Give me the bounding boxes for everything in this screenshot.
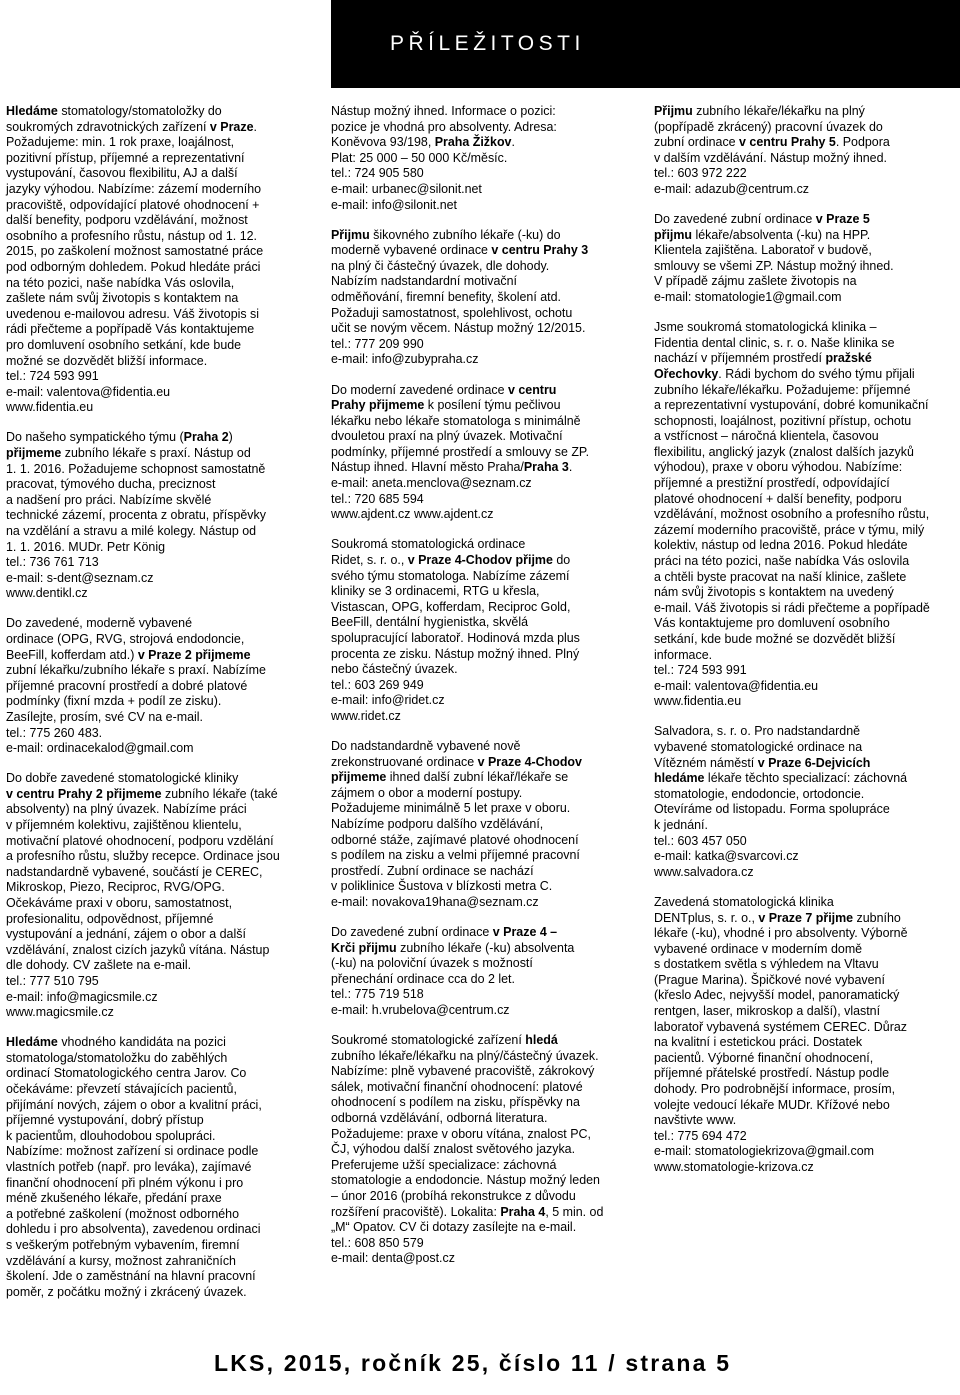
ad-text: Nabízíme: plně vybavené pracoviště, zákrokový (331, 1064, 595, 1079)
advertisement (654, 212, 952, 306)
ad-text: pozice je vhodná pro absolventy. Adresa: (331, 119, 557, 134)
advertisement (654, 104, 952, 198)
ad-text: Zasílejte, prosím, své CV na e-mail. (6, 709, 203, 724)
ad-text: Soukromá stomatologická ordinace (331, 537, 526, 552)
ad-text: na této pozici, naše nabídka Vás oslovila, (6, 275, 235, 290)
ad-text: pod odborným dohledem. Pokud hledáte práci (6, 259, 261, 274)
ad-text: rozšíření pracoviště). Lokalita: (331, 1204, 501, 1219)
ad-text: BeeFill, dentální hygienistka, skvělá (331, 615, 529, 630)
ad-text: kliniky se 3 ordinacemi, RTG u křesla, (331, 584, 540, 599)
ad-text: v dalším vzdělávání. Nástup možný ihned. (654, 150, 887, 165)
ad-text: stomatologie, endodoncie, ortodoncie. (654, 786, 865, 801)
ad-text: . Podpora (835, 135, 890, 150)
ad-text: s veškerým potřebným vybavením, firemní (6, 1237, 240, 1252)
ad-text: (Prague Marina). Špičkové nové vybavení (654, 972, 885, 987)
ad-highlight-text: Přijmu (654, 104, 693, 118)
ad-text: platové ohodnocení + další benefity, podporu (654, 491, 902, 506)
ad-text: „M“ Opatov. CV či dotazy zasílejte na e-mail. (331, 1220, 577, 1235)
ad-text: volejte vedoucí lékaře MUDr. Křížové nebo (654, 1097, 890, 1112)
ad-text: vzdělávání, možnost osobního a profesního růstu, (654, 507, 930, 522)
ad-text: smlouvy se všemi ZP. Nástup možný ihned. (654, 258, 894, 273)
ad-text: tel.: 775 694 472 (654, 1128, 747, 1143)
ad-highlight-text: Prahy přijmeme (331, 398, 425, 413)
ad-text: stomatologa/stomatoložku do zaběhlých (6, 1050, 228, 1065)
section-title: PŘÍLEŽITOSTI (390, 32, 585, 55)
ad-text: výhodou), praxe v oboru výhodou. Nabízíme: (654, 460, 903, 475)
ad-text: k jednání. (654, 818, 708, 833)
ad-text: dohody. Pro podrobnější informace, prosím, (654, 1082, 896, 1097)
ad-text: ČJ, výhodou další znalost světového jazyka. (331, 1142, 576, 1157)
advertisement (654, 724, 952, 880)
ad-text: v poliklinice Šustova v blízkosti metra C. (331, 879, 553, 894)
ad-text: technické zázemí, procenta z obratu, příspěvky (6, 508, 266, 523)
ad-text: Do zavedené zubní ordinace (654, 212, 816, 227)
ad-text: na plný či částečný úvazek, dle dohody. (331, 258, 550, 273)
advertisement (654, 320, 952, 710)
ad-text: vybavené ordinace v moderním domě (654, 941, 863, 956)
ad-text: informace. (654, 647, 713, 662)
advertisement (331, 537, 629, 724)
ad-text: flexibilitu, anglický jazyk (znalost dalších jazyků (654, 444, 914, 459)
ad-text: 1. 1. 2016. Požadujeme schopnost samostatně (6, 461, 266, 476)
ad-text: laboratoř vybavená systémem CEREC. Důraz (654, 1019, 907, 1034)
ad-text: schopnosti, loajálnost, pozitivní přístup, ochotu (654, 413, 912, 428)
advertisement (6, 616, 304, 756)
ad-text: očekáváme: převzetí stávajících pacientů, (6, 1082, 237, 1097)
ad-text: Ridet, s. r. o., (331, 552, 408, 567)
ad-text: 2015, po zaškolení možnost samostatné práce (6, 244, 264, 259)
ad-text: www.ajdent.cz www.ajdent.cz (331, 507, 494, 522)
ad-text: www.dentikl.cz (6, 586, 88, 601)
ad-text: motivační platové ohodnocení, podporu vzdělání (6, 833, 274, 848)
ad-text: pacientů. Výborné finanční ohodnocení, (654, 1050, 874, 1065)
ad-text: Soukromé stomatologické zařízení (331, 1033, 526, 1048)
ad-text: Očekáváme praxi v oboru, samostatnost, (6, 896, 233, 910)
ad-text: s dostatkem světla s výhledem na Vltavu (654, 957, 879, 972)
advertisement (6, 430, 304, 602)
ad-text: tel.: 777 209 990 (331, 336, 424, 351)
ad-text: e-mail: stomatologiekrizova@gmail.com (654, 1144, 874, 1159)
ad-text: prostředí. Zubní ordinace se nachází (331, 863, 534, 878)
ad-text: a nadšení pro práci. Nabízíme skvělé (6, 492, 212, 507)
ad-text: a chtěli byste pracovat na naší klinice, zašlete (654, 569, 907, 584)
ad-text: dohledu i pro absolventa), zavedenou ordinaci (6, 1222, 261, 1237)
ad-text: nachází v příjemném prostředí (654, 351, 826, 366)
ad-text: přijímání nových, zájem o obor a kvalitní práci, (6, 1097, 262, 1112)
ad-text: e-mail: h.vrubelova@centrum.cz (331, 1002, 510, 1017)
ad-text: školení. Jde o zaměstnání na hlavní pracovní (6, 1269, 256, 1284)
ad-text: učit se novým věcem. Nástup možný 12/2015. (331, 321, 586, 336)
ad-text: V případě zájmu zašlete životopis na (654, 274, 857, 289)
ad-text: Vás kontaktujeme pro domluvení osobního (654, 616, 890, 631)
ad-text: šikovného zubního lékaře (-ku) do (369, 227, 561, 242)
ad-text: příjemné a prestižní prostředí, odpovídající (654, 476, 890, 491)
ad-text: 1. 1. 2016. MUDr. Petr König (6, 539, 166, 554)
advertisement (654, 895, 952, 1176)
ad-text: zrekonstruované ordinace (331, 754, 478, 769)
ad-text: Nabízíme: možnost zařízení si ordinace podle (6, 1144, 259, 1159)
ad-text: , 5 min. od (545, 1204, 604, 1219)
ad-text: Nabízíme podporu dalšího vzdělávání, (331, 816, 544, 831)
ad-text: vystupování, časovou flexibilitu, AJ a další (6, 166, 238, 181)
ad-text: DENTplus, s. r. o., (654, 910, 759, 925)
ad-text: tel.: 775 719 518 (331, 987, 424, 1002)
ad-highlight-text: přijmeme (331, 770, 387, 785)
ad-text: Do nadstandardně vybavené nově (331, 738, 521, 753)
ad-text: tel.: 736 761 713 (6, 555, 99, 570)
ad-text: Nástup možný ihned. Informace o pozici: (331, 104, 556, 118)
ad-highlight-text: Praha 3 (523, 460, 569, 475)
ad-text: procenta ze zisku. Nástup možný ihned. Plný (331, 646, 580, 661)
ad-highlight-text: pražské (825, 351, 872, 366)
ad-text: www.salvadora.cz (654, 864, 754, 879)
ad-text: – únor 2016 (probíhá rekonstrukce z důvodu (331, 1189, 576, 1203)
ad-text: profesionalitu, odpovědnost, příjemné (6, 911, 214, 926)
ad-text: tel.: 724 593 991 (654, 663, 747, 678)
ad-highlight-text: v centru (508, 382, 557, 397)
ad-text: ohodnocení s podílem na zisku, příspěvky na (331, 1095, 580, 1110)
ad-text: vystupování a jednání, zájem o obor a další (6, 927, 246, 942)
ad-highlight-text: v Praze 5 (815, 212, 870, 227)
ad-text: Plat: 25 000 – 50 000 Kč/měsíc. (331, 150, 508, 165)
ad-text: k pacientům, dlouhodobou spolupráci. (6, 1128, 216, 1143)
ad-text: odborná vzdělávání, odborná literatura. (331, 1111, 548, 1126)
ad-highlight-text: v Praze 4-Chodov přijme (407, 552, 553, 567)
ad-text: s podílem na zisku a velmi příjemné pracovní (331, 848, 580, 863)
ad-text: pro domluvení osobního setkání, kde bude (6, 337, 242, 352)
ad-text: zájmem o obor a moderní postupy. (331, 785, 523, 800)
ad-text: e-mail: info@zubypraha.cz (331, 352, 479, 367)
ad-text: vzdělávání, znalost cizích jazyků vítána. Nástup (6, 942, 270, 957)
ad-text: podmínky (fixní mzda + podíl ze zisku). (6, 694, 222, 709)
ad-text: vhodného kandidáta na pozici (57, 1035, 226, 1050)
ad-text: rentgen, laser, mikroskop a další), vlastní (654, 1004, 881, 1019)
ad-text: příjemné pracovní prostředí a dobré platové (6, 678, 248, 693)
ad-text: tel.: 720 685 594 (331, 491, 424, 506)
ad-text: Zavedená stomatologická klinika (654, 894, 834, 909)
ad-text: tel.: 724 905 580 (331, 166, 424, 181)
ad-text: Do zavedené, moderně vybavené (6, 616, 192, 631)
ad-text: uvedenou e-mailovou adresu. Váš životopis si (6, 306, 260, 321)
section-header-bar (331, 0, 960, 88)
ad-text: finanční ohodnocení při plném výkonu i pro (6, 1175, 244, 1190)
ad-highlight-text: hledá (525, 1033, 558, 1048)
ad-text: Požadujeme: min. 1 rok praxe, loajálnost, (6, 135, 235, 150)
ad-text: zubní ordinace (654, 135, 740, 150)
ad-text: pozitivní přístup, příjemné a reprezentativní (6, 150, 245, 165)
ad-text: zašlete nám svůj životopis s kontaktem na (6, 291, 239, 306)
ad-text: pracovat, týmového ducha, preciznost (6, 477, 216, 492)
ad-text: kolektiv, nástup od ledna 2016. Pokud hledáte (654, 538, 908, 553)
ad-text: Požaduji samostatnost, spolehlivost, ochotu (331, 305, 573, 320)
ad-text: vzdělávání a kursy, možnost zahraničních (6, 1253, 236, 1268)
ad-text: tel.: 608 850 579 (331, 1235, 424, 1250)
ad-highlight-text: Hledáme (6, 1035, 58, 1050)
ad-text: k posílení týmu pečlivou (424, 398, 561, 413)
ad-text: Salvadora, s. r. o. Pro nadstandardně (654, 724, 861, 739)
ad-text: vlastních potřeb (např. pro leváka), zajímavé (6, 1160, 252, 1174)
ad-text: lékaře (-ku), vhodné i pro absolventy. Výborně (654, 926, 908, 941)
ad-text: www.fidentia.eu (6, 400, 94, 415)
column-left (6, 104, 304, 1315)
ad-text: stomatologie a endodoncie. Nástup možný leden (331, 1173, 600, 1188)
ad-text: dvouletou praxí na plný úvazek. Motivační (331, 429, 563, 444)
ad-text: setkání, kde bude možné se dozvědět bližší (654, 632, 896, 646)
ad-highlight-text: v centru Prahy 3 (491, 243, 589, 258)
ad-text: Otevíráme od listopadu. Forma spolupráce (654, 802, 890, 817)
ad-text: v příjemném kolektivu, zajištěnou klientelu, (6, 818, 242, 833)
ad-highlight-text: hledáme (654, 771, 705, 786)
ad-text: poměr, z počátku možný i zkrácený úvazek. (6, 1284, 247, 1299)
ad-text: odborné stáže, zajímavé platové ohodnocení (331, 832, 579, 847)
ad-highlight-text: v Praze 2 přijmeme (137, 647, 251, 662)
ad-text: a reprezentativní vystupování, dobré komunikační (654, 398, 929, 413)
ad-text: rádi přečteme a popřípadě Vás kontaktujeme (6, 322, 255, 337)
ad-text: a potřebné zaškolení (možnost odborného (6, 1206, 240, 1221)
ad-text: stomatology/stomatoložky do (57, 104, 222, 118)
ad-text: na kvalitní i estetickou práci. Dostatek (654, 1035, 863, 1050)
ad-text: a profesního růstu, služby recepce. Ordinace jsou (6, 849, 280, 864)
ad-text: e-mail. Váš životopis si rádi přečteme a popřípadě (654, 600, 930, 615)
ad-text: tel.: 724 593 991 (6, 369, 99, 384)
ad-text: lékaře těchto specializací: záchovná (704, 771, 908, 786)
ad-text: e-mail: aneta.menclova@seznam.cz (331, 476, 532, 491)
ad-text: podmínky, příjemné prostředí a smlouvy se ZP. (331, 444, 590, 459)
page-footer: LKS, 2015, ročník 25, číslo 11 / strana 5 (214, 1350, 732, 1376)
column-middle (331, 104, 629, 1281)
ad-text: e-mail: ordinacekalod@gmail.com (6, 741, 194, 756)
ad-highlight-text: Přijmu (331, 227, 370, 242)
ad-text: vybavené stomatologické ordinace na (654, 740, 863, 755)
ad-highlight-text: Hledáme (6, 104, 58, 118)
ad-highlight-text: v Praze 4 – (492, 925, 558, 939)
ad-text: Nabízím nadstandardní motivační (331, 274, 517, 289)
ad-text: Požadujeme minimálně 5 let praxe v oboru. (331, 801, 571, 816)
ad-text: Do dobře zavedené stomatologické kliniky (6, 771, 239, 786)
column-right (654, 104, 952, 1190)
ad-text: zázemí moderního pracoviště, práce v týmu, milý (654, 522, 925, 537)
ad-text: . (253, 119, 257, 134)
ad-text: příjemné přátelské prostředí. Nástup podle (654, 1066, 890, 1081)
advertisement (331, 383, 629, 523)
ad-text: zubního lékaře (-ku) absolventa (396, 940, 575, 955)
advertisement (331, 1033, 629, 1267)
ad-text: pracoviště, odpovídající platové ohodnocení + (6, 197, 260, 212)
ad-highlight-text: v centru Prahy 5 (739, 135, 836, 150)
ad-highlight-text: v centru Prahy 2 přijmeme (6, 786, 162, 801)
ad-text: ) (228, 430, 233, 445)
ad-text: svého týmu stomatologa. Nabízíme zázemí (331, 568, 570, 583)
ad-text: zubního lékaře s praxí. Nástup od (61, 445, 251, 460)
ad-text: osobního a profesního růstu, nástup od 1. 12. (6, 228, 258, 243)
ad-text: Do moderní zavedené ordinace (331, 382, 508, 397)
ad-text: tel.: 777 510 795 (6, 973, 99, 988)
advertisement (331, 739, 629, 911)
ad-text: Požadujeme: praxe v oboru vítána, znalost PC, (331, 1126, 591, 1141)
ad-text: . (568, 460, 573, 475)
ad-text: lékaře/absolventa (-ku) na HPP. (692, 227, 871, 242)
ad-text: nadstandardně vybavené, součástí je CEREC, (6, 864, 263, 879)
ad-text: přenechání ordinace cca do 2 let. (331, 971, 515, 986)
ad-text: Vistascan, OPG, kofferdam, Reciproc Gold, (331, 599, 571, 614)
ad-text: nebo částečný úvazek. (331, 662, 458, 677)
ad-text: ordinace (OPG, RVG, strojová endodoncie, (6, 632, 245, 646)
ad-text: www.fidentia.eu (654, 694, 742, 709)
ad-text: e-mail: info@ridet.cz (331, 693, 445, 708)
ad-text: e-mail: info@magicsmile.cz (6, 989, 158, 1004)
ad-text: zubního lékaře (také (161, 786, 278, 801)
ad-text: odměňování, firemní benefity, školení atd. (331, 290, 561, 305)
ad-text: sálek, motivační finanční ohodnocení: platové (331, 1079, 583, 1094)
ad-text: soukromých zdravotnických zařízení (6, 119, 210, 134)
ad-highlight-text: přijmeme (6, 445, 62, 460)
ad-text: do (552, 552, 571, 567)
ad-text: možné se dozvědět bližší informace. (6, 353, 208, 368)
ad-text: tel.: 603 972 222 (654, 166, 747, 181)
ad-text: lékařku nebo lékaře stomatologa s minimálně (331, 413, 581, 428)
ad-text: méně zkušeného lékaře, předání praxe (6, 1191, 222, 1206)
ad-text: spolupracující laboratoř. Hodinová mzda plus (331, 630, 580, 645)
ad-text: Do zavedené zubní ordinace (331, 925, 493, 939)
ad-text: tel.: 603 269 949 (331, 677, 424, 692)
ad-text: www.magicsmile.cz (6, 1005, 114, 1020)
ad-text: zubního (853, 910, 901, 925)
ad-text: a vstřícnost – náročná klientela, časovou (654, 429, 879, 444)
ad-text: zubního lékaře/lékařku na plný (692, 104, 865, 118)
advertisement (331, 104, 629, 213)
advertisement (331, 228, 629, 368)
ad-text: Klientela zajištěna. Laboratoř v budově, (654, 243, 872, 258)
ad-text: e-mail: novakova19hana@seznam.cz (331, 894, 539, 909)
ad-highlight-text: v Praze 6-Dejvicích (757, 755, 871, 770)
ad-text: . (511, 135, 515, 150)
ad-text: práci na této pozici, naše nabídka Vás oslovila (654, 554, 910, 569)
ad-text: e-mail: info@silonit.net (331, 197, 457, 212)
ad-text: další benefity, podporu vzdělávání, možnost (6, 213, 248, 228)
ad-text: . Rádi bychom do svého týmu přijali (718, 366, 915, 381)
ad-text: (-ku) na poloviční úvazek s možností (331, 956, 533, 971)
ad-text: ihned další zubní lékař/lékaře se (386, 770, 569, 785)
ad-text: Preferujeme užší specializace: záchovná (331, 1157, 557, 1172)
ad-highlight-text: přijmu (654, 227, 693, 242)
ad-text: e-mail: urbanec@silonit.net (331, 181, 482, 196)
ad-text: tel.: 775 260 483. (6, 725, 103, 740)
ad-highlight-text: v Praze 4-Chodov (477, 754, 582, 769)
ad-text: Jsme soukromá stomatologická klinika – (654, 320, 877, 335)
ad-text: Fidentia dental clinic, s. r. o. Naše klinika se (654, 335, 895, 350)
ad-text: Vítězném náměstí (654, 755, 758, 770)
ad-text: Nástup ihned. Hlavní město Praha/ (331, 460, 524, 475)
ad-highlight-text: Krči přijmu (331, 940, 397, 955)
ad-text: na vzdělání a stravu a milé kolegy. Nástup od (6, 523, 257, 538)
ad-text: ordinací Stomatologického centra Jarov. Co (6, 1066, 247, 1081)
ad-text: BeeFill, kofferdam atd.) (6, 647, 138, 662)
ad-text: e-mail: valentova@fidentia.eu (654, 678, 819, 693)
ad-text: e-mail: denta@post.cz (331, 1251, 455, 1266)
ad-highlight-text: Praha 4 (500, 1204, 546, 1219)
ad-text: dle dohody. CV zašlete na e-mail. (6, 958, 192, 973)
ad-text: e-mail: s-dent@seznam.cz (6, 570, 154, 585)
ad-text: nám svůj životopis s kontaktem na uvedený (654, 585, 894, 600)
ad-highlight-text: v Praze 7 přijme (758, 910, 854, 925)
ad-highlight-text: v Praze (209, 119, 254, 134)
ad-text: absolventy) na plný úvazek. Nabízíme práci (6, 802, 247, 817)
ad-text: www.stomatologie-krizova.cz (654, 1160, 814, 1174)
ad-text: e-mail: katka@svarcovi.cz (654, 849, 799, 864)
ad-highlight-text: Praha 2 (183, 430, 229, 445)
advertisement (6, 1035, 304, 1300)
ad-text: zubního lékaře/lékařku na plný/částečný úvazek. (331, 1048, 599, 1063)
ad-highlight-text: Praha Žižkov (434, 135, 512, 150)
advertisement (331, 925, 629, 1019)
ad-text: tel.: 603 457 050 (654, 833, 747, 848)
ad-text: e-mail: adazub@centrum.cz (654, 181, 810, 196)
ad-text: Koněvova 93/198, (331, 135, 435, 150)
ad-text: Mikroskop, Piezo, Reciproc, RVG/OPG. (6, 880, 225, 895)
ad-text: e-mail: stomatologie1@gmail.com (654, 290, 842, 305)
ad-text: zubního lékaře/lékařku. Požadujeme: příjemné (654, 382, 911, 397)
ad-text: zubní lékařku/zubního lékaře s praxí. Nabízíme (6, 663, 266, 678)
ad-highlight-text: Ořechovky (654, 366, 719, 381)
ad-text: příjemné vystupování, dobrý přístup (6, 1113, 204, 1128)
ad-text: www.ridet.cz (331, 708, 401, 723)
ad-text: (křeslo Adec, nejvyšší model, panoramatický (654, 988, 900, 1003)
ad-text: e-mail: valentova@fidentia.eu (6, 384, 171, 399)
ad-text: (popřípadě zkrácený) pracovní úvazek do (654, 119, 883, 134)
ad-text: moderně vybavené ordinace (331, 243, 492, 258)
ad-text: jazyky výhodou. Nabízíme: zázemí moderního (6, 181, 262, 196)
advertisement (6, 771, 304, 1021)
advertisement (6, 104, 304, 416)
ad-text: Do našeho sympatického týmu ( (6, 430, 184, 445)
ad-text: navštivte www. (654, 1113, 737, 1128)
